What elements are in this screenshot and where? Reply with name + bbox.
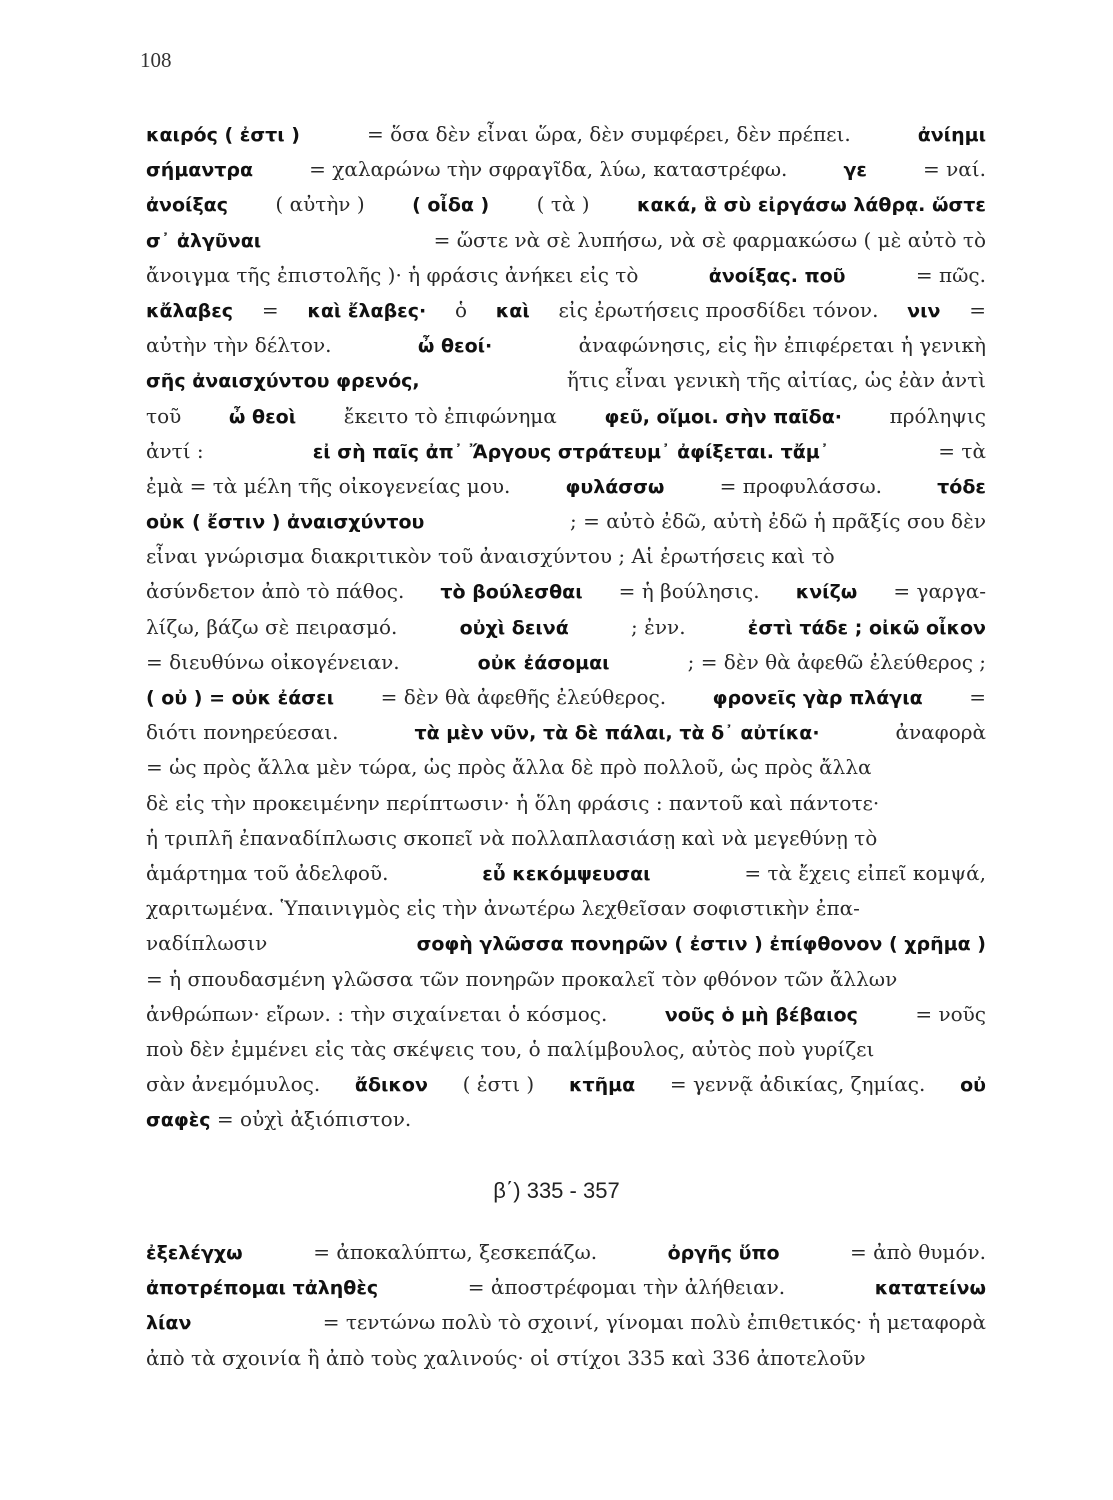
gloss-text: = τὰ bbox=[931, 438, 986, 463]
lemma-term: εὖ κεκόμψευσαι bbox=[482, 862, 651, 885]
text-line bbox=[146, 328, 986, 363]
gloss-text: ἀσύνδετον ἀπὸ τὸ πάθος. bbox=[146, 579, 411, 604]
lemma-term: τὰ μὲν νῦν, τὰ δὲ πάλαι, τὰ δ᾿ αὐτίκα· bbox=[414, 722, 820, 745]
gloss-text: διότι πονηρεύεσαι. bbox=[146, 720, 345, 745]
lemma-term: ἐστὶ τάδε ; οἰκῶ οἶκον bbox=[747, 616, 986, 639]
text-line bbox=[146, 891, 986, 926]
lemma-term: φρονεῖς γὰρ πλάγια bbox=[712, 687, 923, 709]
lemma-term: ὦ θεοὶ bbox=[228, 405, 297, 428]
gloss-text: = ἀπὸ θυμόν. bbox=[843, 1240, 986, 1264]
gloss-text: ( αὐτὴν ) bbox=[269, 192, 371, 217]
gloss-text: = ὡς πρὸς ἄλλα μὲν τώρα, ὡς πρὸς ἄλλα δὲ πρὸ πολλοῦ, ὡς πρὸς ἄλλα bbox=[146, 755, 872, 780]
gloss-text: = ἀποκαλύπτω, ξεσκεπάζω. bbox=[306, 1240, 604, 1264]
lemma-term: καιρός ( ἐστι ) bbox=[146, 124, 300, 146]
lemma-term: ἄδικον bbox=[354, 1074, 428, 1097]
gloss-text: = ἀποστρέφομαι τὴν ἀλήθειαν. bbox=[461, 1275, 792, 1300]
gloss-text: εἰς ἐρωτήσεις προσδίδει τόνον. bbox=[552, 297, 885, 322]
lemma-term: ἀνοίξας. ποῦ bbox=[708, 264, 846, 287]
lemma-term: κτῆμα bbox=[568, 1074, 636, 1097]
gloss-text: ἔκειτο τὸ ἐπιφώνημα bbox=[337, 403, 564, 428]
gloss-text: = διευθύνω οἰκογένειαν. bbox=[146, 649, 407, 674]
gloss-text: = τὰ ἔχεις εἰπεῖ κομψά, bbox=[737, 860, 986, 885]
lemma-term: οὐ bbox=[960, 1074, 986, 1097]
text-line bbox=[146, 399, 986, 434]
text-line bbox=[146, 997, 986, 1032]
gloss-text: ( τὰ ) bbox=[530, 192, 596, 217]
gloss-text: τοῦ bbox=[146, 403, 188, 428]
text-line bbox=[146, 574, 986, 609]
lemma-term: ( οἶδα ) bbox=[412, 194, 490, 217]
text-line bbox=[146, 258, 986, 293]
gloss-text: = δὲν θὰ ἀφεθῆς ἐλεύθερος. bbox=[374, 685, 673, 709]
lemma-term: εἰ σὴ παῖς ἀπ᾿ Ἄργους στράτευμ᾿ ἀφίξεται. τἄμ᾿ bbox=[312, 440, 830, 463]
gloss-text: = πῶς. bbox=[909, 262, 986, 287]
text-line bbox=[146, 1235, 986, 1270]
text-line bbox=[146, 962, 986, 997]
gloss-text: ἀπὸ τὰ σχοινία ἢ ἀπὸ τοὺς χαλινούς· οἱ στίχοι 335 καὶ 336 ἀποτελοῦν bbox=[146, 1345, 866, 1370]
lemma-term: φυλάσσω bbox=[565, 475, 665, 498]
gloss-text: πρόληψις bbox=[883, 403, 986, 428]
text-line bbox=[146, 750, 986, 785]
text-line bbox=[146, 1341, 986, 1376]
lemma-term: ( οὐ ) = οὐκ ἐάσει bbox=[146, 687, 335, 709]
text-line bbox=[146, 680, 986, 715]
gloss-text: = χαλαρώνω τὴν σφραγῖδα, λύω, καταστρέφω. bbox=[302, 157, 794, 182]
gloss-text: ( ἐστι ) bbox=[456, 1072, 541, 1097]
commentary-paragraph-continued bbox=[146, 1235, 986, 1376]
text-line bbox=[146, 539, 986, 574]
gloss-text: ὁ bbox=[448, 297, 474, 322]
lemma-term: φεῦ, οἴμοι. σὴν παῖδα· bbox=[604, 405, 842, 428]
text-line bbox=[146, 293, 986, 328]
text-line bbox=[146, 117, 986, 152]
lemma-term: ἀποτρέπομαι τἀληθὲς bbox=[146, 1277, 379, 1300]
lemma-term: κνίζω bbox=[795, 581, 858, 604]
text-line bbox=[146, 1270, 986, 1305]
gloss-text: = τεντώνω πολὺ τὸ σχοινί, γίνομαι πολὺ ἐπιθετικός· ἡ μεταφορὰ bbox=[316, 1310, 986, 1335]
lemma-term: σαφὲς bbox=[146, 1109, 211, 1132]
lemma-term: κἄλαβες bbox=[146, 299, 234, 322]
gloss-text: = προφυλάσσω. bbox=[713, 473, 889, 498]
gloss-text: ποὺ δὲν ἐμμένει εἰς τὰς σκέψεις του, ὁ παλίμβουλος, αὐτὸς ποὺ γυρίζει bbox=[146, 1036, 875, 1061]
text-line bbox=[146, 187, 986, 222]
text-line bbox=[146, 1102, 986, 1137]
lemma-term: σῆς ἀναισχύντου φρενός, bbox=[146, 370, 420, 393]
lemma-term: ὦ θεοί· bbox=[417, 335, 493, 358]
gloss-text: = ναί. bbox=[916, 157, 986, 182]
gloss-text: αὐτὴν τὴν δέλτον. bbox=[146, 333, 338, 358]
text-line bbox=[146, 469, 986, 504]
gloss-text: ἀντί : bbox=[146, 438, 211, 463]
gloss-text: ἁμάρτημα τοῦ ἀδελφοῦ. bbox=[146, 860, 395, 885]
gloss-text: λίζω, βάζω σὲ πειρασμό. bbox=[146, 614, 404, 639]
gloss-text: ; = αὐτὸ ἐδῶ, αὐτὴ ἐδῶ ἡ πρᾶξίς σου δὲν bbox=[563, 509, 986, 534]
lemma-term: ὀργῆς ὕπο bbox=[667, 1242, 780, 1264]
lemma-term: σ᾿ ἀλγῦναι bbox=[146, 229, 262, 252]
gloss-text: ἀναφώνησις, εἰς ἣν ἐπιφέρεται ἡ γενικὴ bbox=[572, 333, 986, 358]
gloss-text: = bbox=[255, 297, 285, 322]
lemma-term: σοφὴ γλῶσσα πονηρῶν ( ἐστιν ) ἐπίφθονον ( χρῆμα ) bbox=[416, 933, 986, 956]
gloss-text: δὲ εἰς τὴν προκειμένην περίπτωσιν· ἡ ὅλη φράσις : παντοῦ καὶ πάντοτε· bbox=[146, 790, 880, 815]
text-line bbox=[146, 1305, 986, 1340]
text-line bbox=[146, 1067, 986, 1102]
gloss-text: = ἡ βούλησις. bbox=[612, 579, 766, 604]
lemma-term: τὸ βούλεσθαι bbox=[440, 581, 583, 604]
lemma-term: κατατείνω bbox=[874, 1277, 986, 1300]
gloss-text: = γεννᾷ ἀδικίας, ζημίας. bbox=[663, 1072, 932, 1097]
gloss-text: ναδίπλωσιν bbox=[146, 931, 274, 956]
gloss-text: ; ἐνν. bbox=[624, 614, 692, 639]
text-line bbox=[146, 434, 986, 469]
gloss-text: ἥτις εἶναι γενικὴ τῆς αἰτίας, ὡς ἐὰν ἀντὶ bbox=[560, 368, 986, 393]
lemma-term: οὐχὶ δεινά bbox=[459, 616, 569, 639]
text-line bbox=[146, 1032, 986, 1067]
lemma-term: γε bbox=[843, 159, 867, 182]
section-heading: β΄) 335 - 357 bbox=[493, 1178, 620, 1203]
lemma-term: οὐκ ἐάσομαι bbox=[477, 651, 610, 674]
gloss-text: = ὥστε νὰ σὲ λυπήσω, νὰ σὲ φαρμακώσω ( μὲ αὐτὸ τὸ bbox=[427, 227, 986, 252]
lemma-term: οὐκ ( ἔστιν ) ἀναισχύντου bbox=[146, 511, 425, 534]
text-line bbox=[146, 363, 986, 398]
gloss-text: = νοῦς bbox=[908, 1001, 986, 1026]
gloss-text: σὰν ἀνεμόμυλος. bbox=[146, 1072, 327, 1097]
gloss-text: ἀναφορὰ bbox=[889, 720, 986, 745]
lemma-term: κακά, ἃ σὺ εἰργάσω λάθρᾳ. ὥστε bbox=[637, 194, 986, 217]
lemma-term: καὶ ἔλαβες· bbox=[307, 299, 427, 322]
lemma-term: ἐξελέγχω bbox=[146, 1242, 243, 1264]
gloss-text: ; = δὲν θὰ ἀφεθῶ ἐλεύθερος ; bbox=[681, 649, 986, 674]
lemma-term: ἀνοίξας bbox=[146, 194, 228, 217]
gloss-text: = bbox=[962, 685, 986, 709]
text-line bbox=[146, 821, 986, 856]
page-number: 108 bbox=[140, 48, 172, 72]
lemma-term: νοῦς ὁ μὴ βέβαιος bbox=[664, 1003, 858, 1026]
lemma-term: νιν bbox=[907, 299, 941, 322]
gloss-text: = οὐχὶ ἀξιόπιστον. bbox=[210, 1107, 412, 1132]
gloss-text: = ἡ σπουδασμένη γλῶσσα τῶν πονηρῶν προκαλεῖ τὸν φθόνον τῶν ἄλλων bbox=[146, 966, 898, 991]
text-line bbox=[146, 610, 986, 645]
text-line bbox=[146, 926, 986, 961]
gloss-text: = bbox=[962, 297, 986, 322]
gloss-text: ἀνθρώπων· εἴρων. : τὴν σιχαίνεται ὁ κόσμος. bbox=[146, 1001, 614, 1026]
gloss-text: ἐμὰ = τὰ μέλη τῆς οἰκογενείας μου. bbox=[146, 473, 517, 498]
lemma-term: τόδε bbox=[937, 475, 986, 498]
text-line bbox=[146, 223, 986, 258]
text-line bbox=[146, 504, 986, 539]
gloss-text: εἶναι γνώρισμα διακριτικὸν τοῦ ἀναισχύντου ; Αἱ ἐρωτήσεις καὶ τὸ bbox=[146, 544, 835, 569]
text-line bbox=[146, 786, 986, 821]
lemma-term: καὶ bbox=[495, 299, 530, 322]
gloss-text: χαριτωμένα. Ὑπαινιγμὸς εἰς τὴν ἀνωτέρω λεχθεῖσαν σοφιστικὴν ἐπα- bbox=[146, 896, 860, 921]
text-line bbox=[146, 645, 986, 680]
text-line bbox=[146, 856, 986, 891]
commentary-paragraph bbox=[146, 117, 986, 1137]
gloss-text: ἄνοιγμα τῆς ἐπιστολῆς )· ἡ φράσις ἀνήκει εἰς τὸ bbox=[146, 262, 645, 287]
text-line bbox=[146, 152, 986, 187]
gloss-text: = γαργα- bbox=[887, 579, 986, 604]
lemma-term: λίαν bbox=[146, 1312, 192, 1335]
lemma-term: ἀνίημι bbox=[917, 124, 986, 146]
lemma-term: σήμαντρα bbox=[146, 159, 254, 182]
gloss-text: = ὅσα δὲν εἶναι ὥρα, δὲν συμφέρει, δὲν πρέπει. bbox=[360, 122, 858, 146]
text-line bbox=[146, 715, 986, 750]
gloss-text: ἡ τριπλῆ ἐπαναδίπλωσις σκοπεῖ νὰ πολλαπλασιάσῃ καὶ νὰ μεγεθύνῃ τὸ bbox=[146, 825, 878, 850]
